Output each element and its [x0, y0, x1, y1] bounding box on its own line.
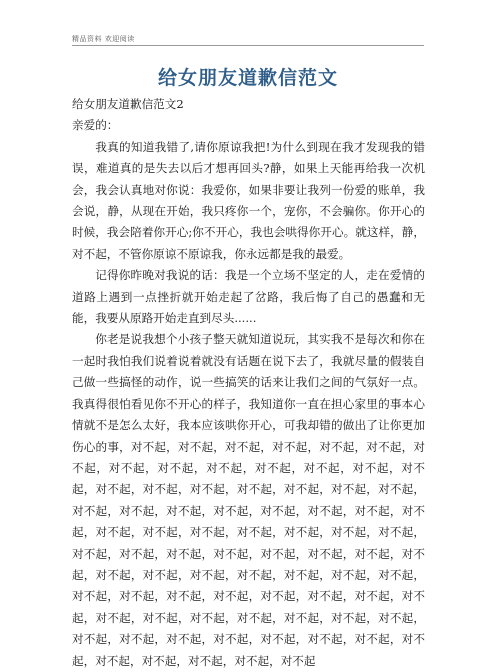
body-paragraph: 记得你昨晚对我说的话：我是一个立场不坚定的人，走在爱情的道路上遇到一点挫折就开始走起了岔路，我后悔了自己的愚蠢和无能，我要从原路开始走直到尽头......: [72, 268, 425, 326]
body-paragraph: 你老是说我想个小孩子整天就知道说玩，其实我不是每次和你在一起时我怕我们说着说着就没有话题在说下去了，我就尽量的假装自己做一些搞怪的动作，说一些搞笑的话来让我们之间的气氛好一点。我真得很怕看见你不开心的样子，我知道你一直在担心家里的事本心情就不是怎么太好，我本应该哄你开心，可我却错的做出了让你更加伤心的事，对不起，对不起，对不起，对不起，对不起，对不起，对不起，对不起，对不起，对不起，对不起，对不起，对不起，对不起，对不起，对不起，对不起，对不起，对不起，对不起，对不起，对不起，对不起，对不起，对不起，对不起，对不起，对不起，对不起，对不起，对不起，对不起，对不起，对不起，对不起，对不起，对不起，对不起，对不起，对不起，对不起，对不起，对不起，对不起，对不起，对不起，对不起，对不起，对不起，对不起，对不起，对不起，对不起，对不起，对不起，对不起，对不起，对不起，对不起，对不起，对不起，对不起，对不起，对不起，对不起，对不起，对不起，对不起，对不起，对不起，对不起，对不起，对不起，对不起，对不起，对不起，对不起，对不起，对不起: [72, 332, 425, 668]
header-divider: [72, 45, 424, 46]
document-body: [72, 94, 425, 672]
subtitle-line: 给女朋友道歉信范文2: [72, 97, 184, 111]
salutation: 亲爱的：: [72, 118, 119, 133]
body-paragraph: 我真的知道我错了,请你原谅我把!为什么到现在我才发现我的错误，难道真的是失去以后才想再回头?静，如果上天能再给我一次机会，我会认真地对你说：我爱你，如果非要让我列一份爱的账单，我会说，静，从现在开始，我只疼你一个，宠你，不会骗你。你开心的时候，我会陪着你开心;你不开心，我也会哄得你开心。就这样，静，对不起，不管你原谅不原谅我，你永远都是我的最爱。: [72, 139, 425, 261]
document-title: 给女朋友道歉信范文: [157, 67, 338, 89]
page-header: 精品资料 欢迎阅读: [72, 35, 135, 43]
